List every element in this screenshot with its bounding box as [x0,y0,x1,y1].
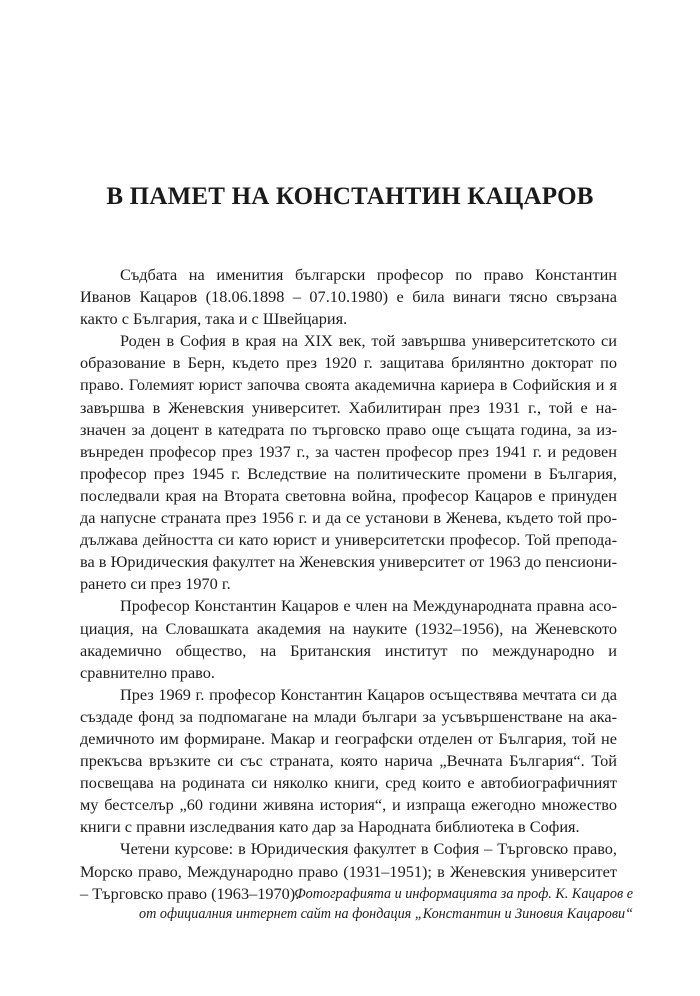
paragraph-memberships: Професор Константин Кацаров е член на Международната правна асоциация, на Словашката академия на науките (1932–1956), на Женевското академично общество, на Британския институт по международно и сравнително право. [80,596,617,682]
paragraph-biography: Роден в София в края на XIX век, той завършва университетското си образование в Берн, където през 1920 г. защитава брилянтно докторат по право. Големият юрист започва своята академична кариера в Софийския и я завършва в Женевския университет. Хабилитиран през 1931 г., той е назначен за доцент в катедрата по търговско право още същата година, за извънреден професор през 1937 г., за частен професор през 1941 г. и редовен професор през 1945 г. Вследствие на политическите промени в България, последвали края на Втората световна война, професор Кацаров е принуден да напусне страната през 1956 г. и да се установи в Женева, където той продължава дейността си като юрист и университетски професор. Той преподава в Юридическия факултет на Женевския университет от 1963 до пенсионирането си през 1970 г. [80,331,617,594]
credit-line-2: от официалния интернет сайт на фондация „Константин и Зиновия Кацарови“ [139,906,633,922]
source-credit [113,884,633,924]
credit-line-1: Фотографията и информацията за проф. К. Кацаров е [294,886,633,902]
paragraph-intro: Съдбата на именития български професор по право Константин Иванов Кацаров (18.06.1898 – 07.10.1980) е била винаги тясно свързана както с България, така и с Швейцария. [80,265,617,329]
article-body [80,264,617,905]
paragraph-courses: Четени курсове: в Юридическия факултет в София – Търговско право, Морско право, Международно право (1931–1951); в Женевския университет – Търговско право (1963–1970). [80,839,617,903]
paragraph-foundation: През 1969 г. професор Константин Кацаров осъществява мечтата си да създаде фонд за подпомагане на млади българи за усъвършенстване на академичното им формиране. Макар и географски отделен от България, той не прекъсва връзките си със страната, която нарича „Вечната България“. Той посвещава на родината си няколко книги, сред които е автобиографичният му бестселър „60 години живяна история“, и изпраща ежегодно множество книги с правни изследвания като дар за Народната библиотека в София. [80,684,617,837]
page-title: В ПАМЕТ НА КОНСТАНТИН КАЦАРОВ [106,183,594,210]
